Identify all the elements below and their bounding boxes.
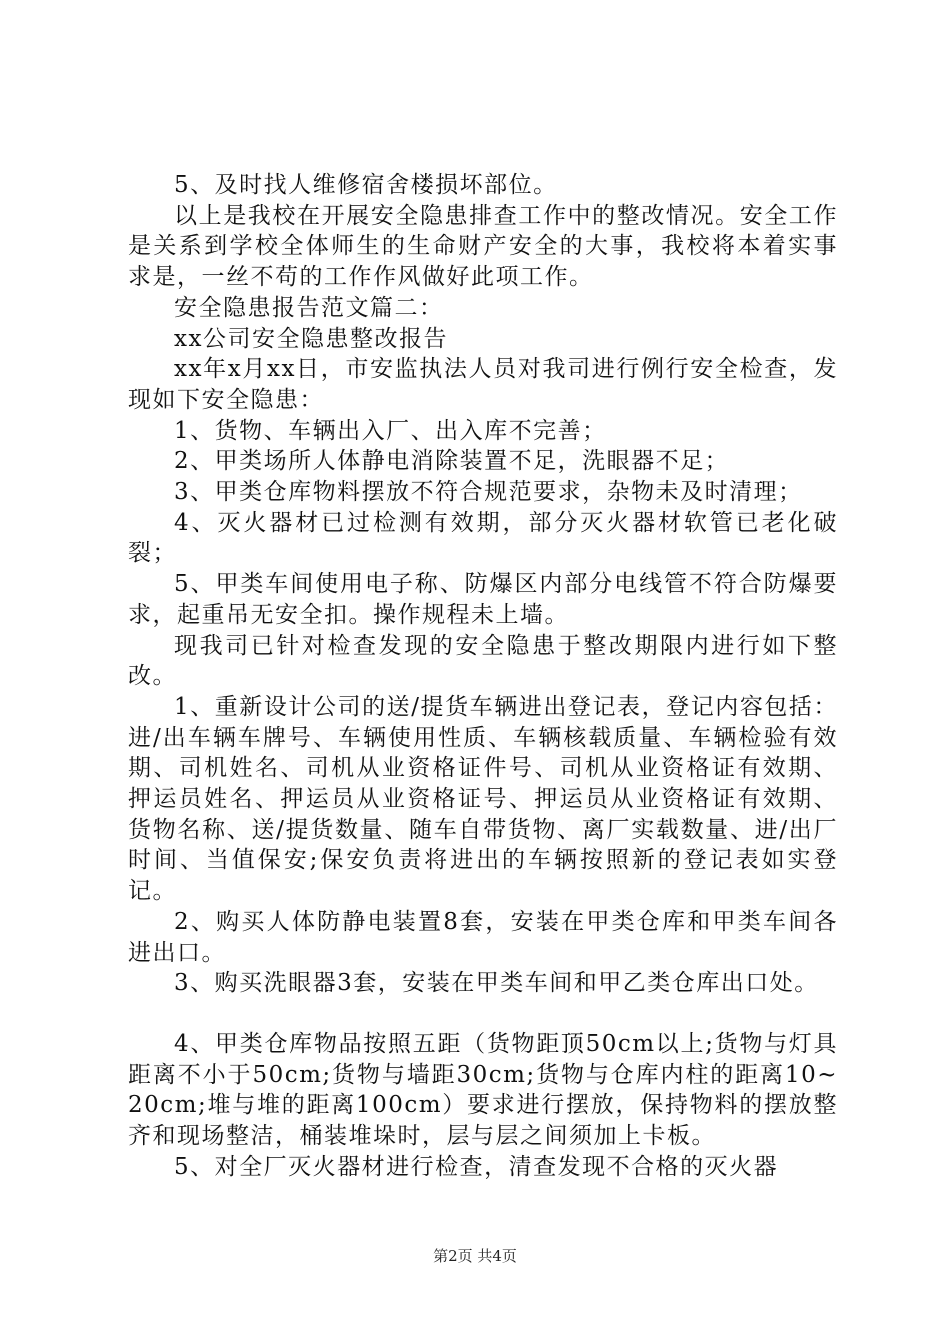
hazard-item-5: 5、甲类车间使用电子称、防爆区内部分电线管不符合防爆要求，起重吊无安全扣。操作规程未上墙。 [128, 571, 838, 628]
document-body [128, 170, 838, 1183]
paragraph-school-summary: 以上是我校在开展安全隐患排查工作中的整改情况。安全工作是关系到学校全体师生的生命财产安全的大事，我校将本着实事求是，一丝不苟的工作作风做好此项工作。 [128, 202, 838, 291]
paragraph-dorm-repair: 5、及时找人维修宿舍楼损坏部位。 [174, 172, 558, 198]
hazard-item-4: 4、灭火器材已过检测有效期，部分灭火器材软管已老化破裂； [128, 509, 838, 567]
hazard-item-2: 2、甲类场所人体静电消除装置不足，洗眼器不足； [174, 448, 730, 475]
page-number-footer: 第2页 共4页 [433, 1247, 517, 1265]
rectification-item-5: 5、对全厂灭火器材进行检查，清查发现不合格的灭火器 [174, 1153, 779, 1180]
hazard-item-1: 1、货物、车辆出入厂、出入库不完善； [174, 417, 607, 444]
rectification-item-2: 2、购买人体防静电装置8套，安装在甲类仓库和甲类车间各进出口。 [128, 908, 838, 966]
rectification-item-3: 3、购买洗眼器3套，安装在甲类车间和甲乙类仓库出口处。 [174, 970, 819, 997]
paragraph-inspection-intro: xx年x月xx日，市安监执法人员对我司进行例行安全检查，发现如下安全隐患： [128, 356, 838, 413]
paragraph-section-heading: 安全隐患报告范文篇二： [174, 294, 444, 321]
paragraph-report-title: xx公司安全隐患整改报告 [174, 325, 448, 352]
hazard-item-3: 3、甲类仓库物料摆放不符合规范要求，杂物未及时清理； [174, 479, 803, 506]
rectification-item-4: 4、甲类仓库物品按照五距（货物距顶50cm以上;货物与灯具距离不小于50cm;货物与墙距30cm;货物与仓库内柱的距离10~20cm;堆与堆的距离100cm）要求进行摆放，保持物料的摆放整齐和现场整洁，桶装堆垛时，层与层之间须加上卡板。 [128, 1030, 838, 1150]
paragraph-rectification-intro: 现我司已针对检查发现的安全隐患于整改期限内进行如下整改。 [128, 632, 838, 690]
rectification-item-1: 1、重新设计公司的送/提货车辆进出登记表，登记内容包括：进/出车辆车牌号、车辆使用性质、车辆核载质量、车辆检验有效期、司机姓名、司机从业资格证件号、司机从业资格证有效期、押运员姓名、押运员从业资格证号、押运员从业资格证有效期、货物名称、送/提货数量、随车自带货物、离厂实载数量、进/出厂时间、当值保安;保安负责将进出的车辆按照新的登记表如实登记。 [128, 693, 838, 905]
